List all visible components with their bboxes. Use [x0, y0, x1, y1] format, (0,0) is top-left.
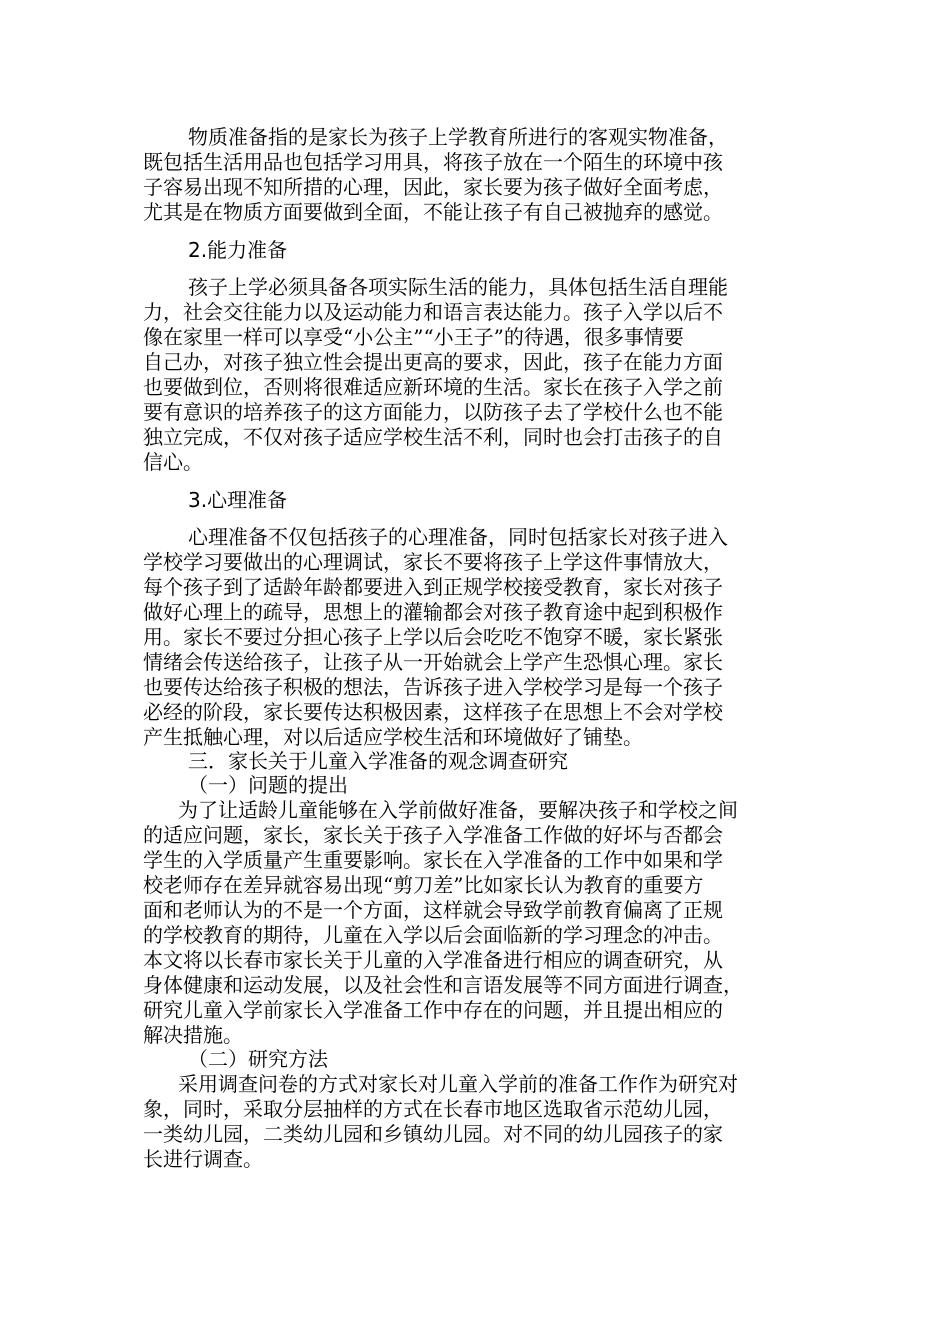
paragraph-line: 孩子上学必须具备各项实际生活的能力，具体包括生活自理能	[188, 275, 728, 299]
paragraph-line: 研究儿童入学前家长入学准备工作中存在的问题，并且提出相应的	[143, 998, 723, 1022]
paragraph-line: 用。家长不要过分担心孩子上学以后会吃吃不饱穿不暖，家长紧张	[143, 625, 723, 649]
paragraph-line: 情绪会传送给孩子，让孩子从一开始就会上学产生恐惧心理。家长	[143, 650, 723, 674]
paragraph-line: 的学校教育的期待，儿童在入学以后会面临新的学习理念的冲击。	[143, 923, 723, 947]
paragraph-line: 物质准备指的是家长为孩子上学教育所进行的客观实物准备，	[188, 125, 728, 149]
paragraph-line: 独立完成，不仅对孩子适应学校生活不利，同时也会打击孩子的自	[143, 425, 723, 449]
paragraph-line: 的适应问题，家长，家长关于孩子入学准备工作做的好坏与否都会	[143, 823, 723, 847]
paragraph-line: 力，社会交往能力以及运动能力和语言表达能力。孩子入学以后不	[143, 300, 723, 324]
section-heading: 2.能力准备	[188, 238, 288, 262]
paragraph-line: 采用调查问卷的方式对家长对儿童入学前的准备工作作为研究对	[178, 1072, 738, 1096]
paragraph-line: 象，同时，采取分层抽样的方式在长春市地区选取省示范幼儿园，	[143, 1097, 723, 1121]
paragraph-line: 子容易出现不知所措的心理，因此，家长要为孩子做好全面考虑，	[143, 175, 723, 199]
paragraph-line: 尤其是在物质方面要做到全面，不能让孩子有自己被抛弃的感觉。	[143, 200, 723, 224]
paragraph-line: 身体健康和运动发展，以及社会性和言语发展等不同方面进行调查，	[143, 973, 743, 997]
paragraph-line: 长进行调查。	[143, 1147, 263, 1171]
paragraph-line: 必经的阶段，家长要传达积极因素，这样孩子在思想上不会对学校	[143, 700, 723, 724]
paragraph-line: 做好心理上的疏导，思想上的灌输都会对孩子教育途中起到积极作	[143, 600, 723, 624]
paragraph-line: 校老师存在差异就容易出现“剪刀差”比如家长认为教育的重要方	[143, 873, 704, 897]
paragraph-line: 既包括生活用品也包括学习用具，将孩子放在一个陌生的环境中孩	[143, 150, 723, 174]
paragraph-line: 学生的入学质量产生重要影响。家长在入学准备的工作中如果和学	[143, 848, 723, 872]
subsection-heading: （二）研究方法	[188, 1047, 328, 1071]
section-heading: 3.心理准备	[188, 488, 288, 512]
paragraph-line: 一类幼儿园，二类幼儿园和乡镇幼儿园。对不同的幼儿园孩子的家	[143, 1122, 723, 1146]
paragraph-line: 信心。	[143, 450, 203, 474]
paragraph-line: 也要做到位，否则将很难适应新环境的生活。家长在孩子入学之前	[143, 375, 723, 399]
chapter-heading: 三．家长关于儿童入学准备的观念调查研究	[188, 749, 568, 773]
paragraph-line: 像在家里一样可以享受“小公主”“小王子”的待遇，很多事情要	[143, 325, 684, 349]
paragraph-line: 为了让适龄儿童能够在入学前做好准备，要解决孩子和学校之间	[178, 798, 738, 822]
paragraph-line: 解决措施。	[143, 1023, 243, 1047]
paragraph-line: 产生抵触心理，对以后适应学校生活和环境做好了铺垫。	[143, 725, 643, 749]
paragraph-line: 学校学习要做出的心理调试，家长不要将孩子上学这件事情放大，	[143, 550, 723, 574]
paragraph-line: 每个孩子到了适龄年龄都要进入到正规学校接受教育，家长对孩子	[143, 575, 723, 599]
paragraph-line: 自己办，对孩子独立性会提出更高的要求，因此，孩子在能力方面	[143, 350, 723, 374]
paragraph-line: 也要传达给孩子积极的想法，告诉孩子进入学校学习是每一个孩子	[143, 675, 723, 699]
paragraph-line: 本文将以长春市家长关于儿童的入学准备进行相应的调查研究，从	[143, 948, 723, 972]
paragraph-line: 面和老师认为的不是一个方面，这样就会导致学前教育偏离了正规	[143, 898, 723, 922]
paragraph-line: 要有意识的培养孩子的这方面能力，以防孩子去了学校什么也不能	[143, 400, 723, 424]
paragraph-line: 心理准备不仅包括孩子的心理准备，同时包括家长对孩子进入	[188, 525, 728, 549]
subsection-heading: （一）问题的提出	[188, 773, 348, 797]
